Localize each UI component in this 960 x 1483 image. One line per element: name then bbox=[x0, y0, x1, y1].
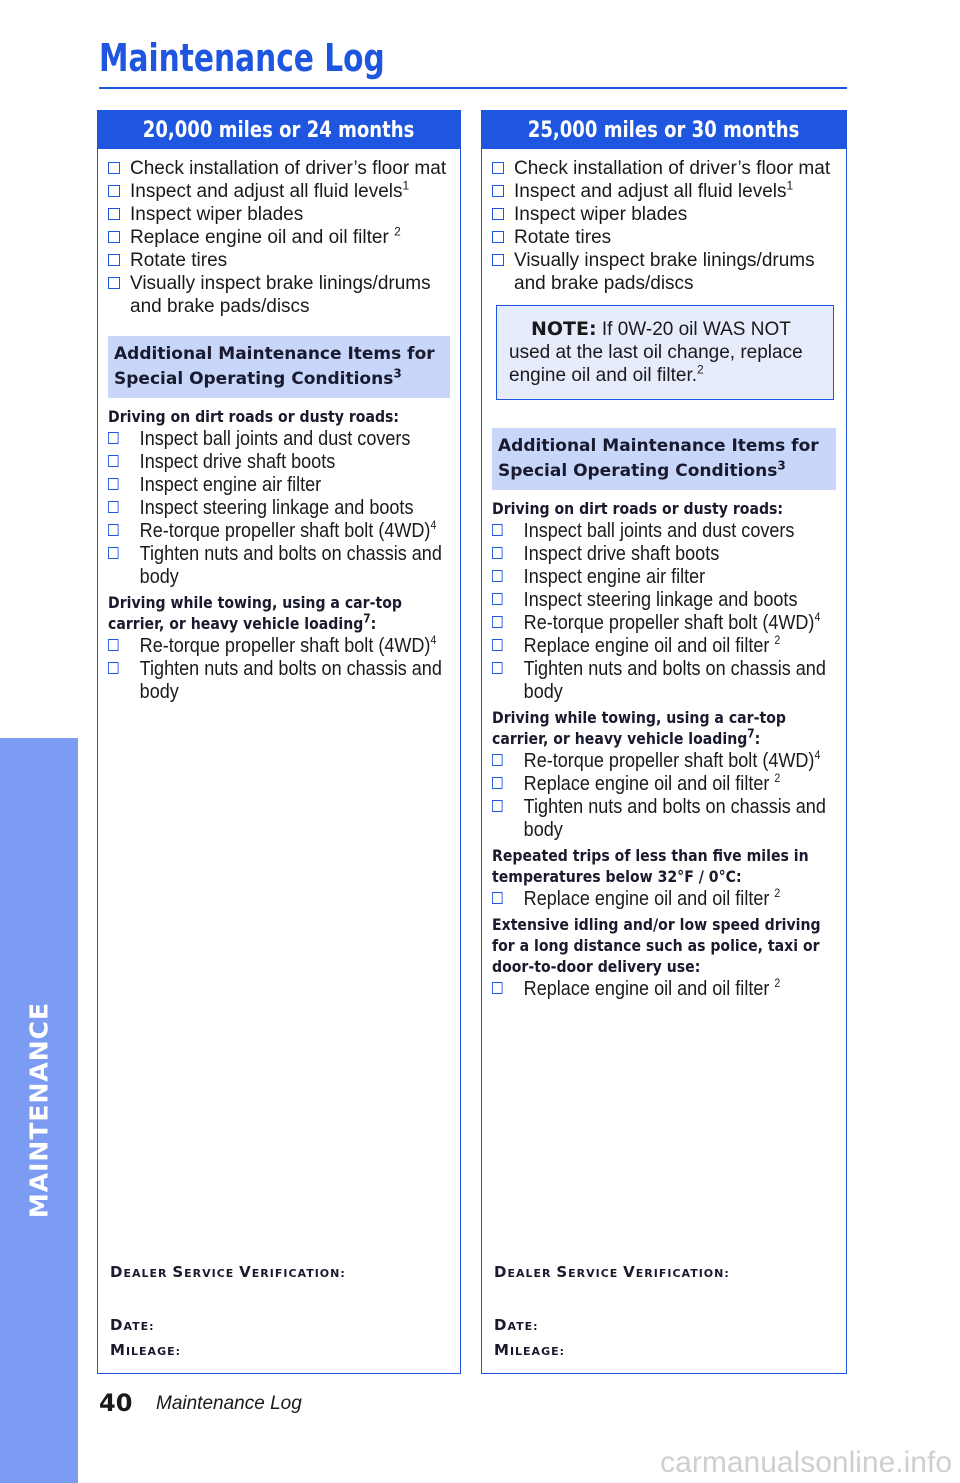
checkbox[interactable] bbox=[108, 662, 119, 674]
condition-title: Repeated trips of less than five miles in temperatures below 32°F / 0°C: bbox=[492, 846, 809, 886]
checklist-item-label: Inspect wiper blades bbox=[514, 204, 688, 225]
checklist-item-label: Visually inspect brake linings/drums and brake pads/discs bbox=[130, 273, 431, 317]
checklist-item bbox=[492, 542, 836, 565]
checklist-item-label: Re-torque propeller shaft bolt (4WD) bbox=[139, 519, 431, 542]
checklist bbox=[492, 157, 836, 295]
note-text: If 0W-20 oil WAS NOT used at the last oil change, replace engine oil and oil filter. bbox=[509, 319, 803, 386]
checkbox[interactable] bbox=[492, 524, 503, 536]
checkbox[interactable] bbox=[492, 254, 504, 266]
checkbox[interactable] bbox=[492, 800, 503, 812]
checklist-item bbox=[492, 519, 836, 542]
checklist-item bbox=[108, 180, 450, 203]
footnote-ref: 2 bbox=[774, 771, 781, 786]
interval-header: 20,000 miles or 24 months bbox=[98, 111, 460, 149]
condition-group bbox=[492, 498, 836, 703]
checklist-item bbox=[492, 226, 836, 249]
condition-group bbox=[108, 592, 450, 703]
checklist-item-label: Re-torque propeller shaft bolt (4WD) bbox=[523, 611, 815, 634]
checkbox[interactable] bbox=[108, 547, 119, 559]
additional-items-heading: Additional Maintenance Items for Special Operating Conditions$^3$ bbox=[108, 336, 450, 398]
footnote-ref: 4 bbox=[814, 610, 821, 625]
condition-group bbox=[492, 845, 836, 910]
checklist-item bbox=[108, 542, 450, 588]
watermark: carmanualsonline.info bbox=[660, 1446, 952, 1479]
condition-title: Driving while towing, using a car-top carrier, or heavy vehicle loading$^7$: bbox=[492, 708, 786, 748]
checkbox[interactable] bbox=[108, 432, 119, 444]
checkbox[interactable] bbox=[108, 277, 120, 289]
mileage-label: MILEAGE: bbox=[494, 1341, 566, 1359]
footer-title: Maintenance Log bbox=[156, 1393, 302, 1414]
condition-title: Driving on dirt roads or dusty roads: bbox=[108, 407, 400, 426]
interval-content bbox=[482, 149, 846, 1000]
date-label: DATE: bbox=[494, 1316, 539, 1334]
checkbox[interactable] bbox=[492, 616, 503, 628]
side-section-tab-label: MAINTENANCE bbox=[24, 1001, 54, 1219]
interval-column-20000 bbox=[97, 110, 461, 1374]
checkbox[interactable] bbox=[492, 547, 503, 559]
checklist-item bbox=[492, 657, 836, 703]
checklist-item bbox=[108, 450, 450, 473]
checklist-item-label: Re-torque propeller shaft bolt (4WD) bbox=[523, 749, 815, 772]
page-number: 40 bbox=[99, 1389, 133, 1417]
checklist-item bbox=[108, 473, 450, 496]
condition-title: Driving while towing, using a car-top carrier, or heavy vehicle loading$^7$: bbox=[108, 593, 402, 633]
checkbox[interactable] bbox=[108, 185, 120, 197]
checkbox[interactable] bbox=[108, 455, 119, 467]
checklist-item bbox=[108, 657, 450, 703]
checklist-item bbox=[492, 565, 836, 588]
condition-title: Extensive idling and/or low speed driving for a long distance such as police, taxi or door-to-door delivery use: bbox=[492, 915, 821, 976]
checkbox[interactable] bbox=[108, 639, 119, 651]
checklist-item-label: Visually inspect brake linings/drums and brake pads/discs bbox=[514, 250, 815, 294]
dealer-verification-label: DEALER SERVICE VERIFICATION: bbox=[110, 1263, 346, 1281]
checklist-item bbox=[108, 496, 450, 519]
checklist-item-label: Inspect ball joints and dust covers bbox=[523, 519, 795, 542]
checklist-item bbox=[108, 249, 450, 272]
checklist-item bbox=[492, 157, 836, 180]
checklist-item bbox=[108, 272, 450, 318]
checklist-item bbox=[492, 249, 836, 295]
checklist-item-label: Inspect steering linkage and boots bbox=[523, 588, 798, 611]
checklist-item-label: Inspect engine air filter bbox=[139, 473, 322, 496]
footnote-ref: 2 bbox=[774, 633, 781, 648]
checklist-item bbox=[108, 634, 450, 657]
checkbox[interactable] bbox=[108, 254, 120, 266]
page-title: Maintenance Log bbox=[99, 36, 385, 80]
checklist-item bbox=[108, 157, 450, 180]
checklist-item-label: Rotate tires bbox=[130, 250, 228, 271]
checklist-item-label: Check installation of driver’s floor mat bbox=[130, 158, 447, 179]
checklist-item-label: Inspect drive shaft boots bbox=[139, 450, 336, 473]
additional-items-heading: Additional Maintenance Items for Special Operating Conditions$^3$ bbox=[492, 428, 836, 490]
checklist bbox=[108, 157, 450, 318]
condition-title: Driving on dirt roads or dusty roads: bbox=[492, 499, 784, 518]
checkbox[interactable] bbox=[492, 593, 503, 605]
checkbox[interactable] bbox=[492, 754, 503, 766]
footnote-ref: 1 bbox=[786, 178, 794, 193]
checklist-item-label: Replace engine oil and oil filter bbox=[523, 887, 775, 910]
condition-group bbox=[492, 707, 836, 841]
checklist-item-label: Tighten nuts and bolts on chassis and body bbox=[523, 657, 826, 703]
checklist-item-label: Replace engine oil and oil filter bbox=[523, 977, 775, 1000]
footnote-ref: 4 bbox=[430, 518, 437, 533]
checklist-item-label: Inspect wiper blades bbox=[130, 204, 304, 225]
checklist-item bbox=[492, 749, 836, 772]
condition-group bbox=[492, 914, 836, 1000]
checklist-item-label: Check installation of driver’s floor mat bbox=[514, 158, 831, 179]
checklist-item bbox=[108, 203, 450, 226]
checkbox[interactable] bbox=[108, 231, 120, 243]
checkbox[interactable] bbox=[492, 208, 504, 220]
checkbox[interactable] bbox=[492, 185, 504, 197]
checklist-item bbox=[492, 795, 836, 841]
date-label: DATE: bbox=[110, 1316, 155, 1334]
checklist-item bbox=[492, 203, 836, 226]
checklist-item bbox=[108, 427, 450, 450]
footnote-ref: 4 bbox=[430, 633, 437, 648]
checkbox[interactable] bbox=[492, 231, 504, 243]
interval-header: 25,000 miles or 30 months bbox=[482, 111, 846, 149]
note-box: NOTE: If 0W-20 oil WAS NOT used at the last oil change, replace engine oil and oil filter.$^2$ bbox=[496, 305, 834, 400]
dealer-verification-label: DEALER SERVICE VERIFICATION: bbox=[494, 1263, 730, 1281]
checklist-item-label: Re-torque propeller shaft bolt (4WD) bbox=[139, 634, 431, 657]
checklist-item bbox=[492, 772, 836, 795]
checklist-item bbox=[492, 180, 836, 203]
special-conditions bbox=[492, 498, 836, 1000]
title-divider bbox=[99, 87, 847, 89]
footnote-ref: 2 bbox=[774, 976, 781, 991]
checklist-item bbox=[492, 634, 836, 657]
checklist-item-label: Inspect drive shaft boots bbox=[523, 542, 720, 565]
checklist-item-label: Inspect and adjust all fluid levels bbox=[130, 181, 403, 202]
checklist-item bbox=[492, 611, 836, 634]
checklist-item-label: Replace engine oil and oil filter bbox=[130, 227, 395, 248]
checklist-item bbox=[492, 887, 836, 910]
checklist-item-label: Rotate tires bbox=[514, 227, 612, 248]
checklist-item bbox=[108, 226, 450, 249]
checkbox[interactable] bbox=[492, 777, 503, 789]
interval-column-25000 bbox=[481, 110, 847, 1374]
checkbox[interactable] bbox=[492, 570, 503, 582]
footnote-ref: 2 bbox=[774, 886, 781, 901]
checklist-item bbox=[492, 588, 836, 611]
checkbox[interactable] bbox=[492, 662, 503, 674]
checkbox[interactable] bbox=[492, 892, 503, 904]
checklist-item-label: Tighten nuts and bolts on chassis and body bbox=[139, 542, 442, 588]
checklist-item-label: Replace engine oil and oil filter bbox=[523, 772, 775, 795]
checkbox[interactable] bbox=[108, 208, 120, 220]
interval-content bbox=[98, 149, 460, 703]
checkbox[interactable] bbox=[492, 639, 503, 651]
checkbox[interactable] bbox=[108, 524, 119, 536]
footnote-ref: 4 bbox=[814, 748, 821, 763]
footnote-ref: 1 bbox=[402, 178, 410, 193]
special-conditions bbox=[108, 406, 450, 703]
mileage-label: MILEAGE: bbox=[110, 1341, 182, 1359]
checkbox[interactable] bbox=[108, 501, 119, 513]
condition-group bbox=[108, 406, 450, 588]
note-label: NOTE: bbox=[531, 318, 597, 340]
checklist-item-label: Tighten nuts and bolts on chassis and body bbox=[523, 795, 826, 841]
footnote-ref: 2 bbox=[394, 224, 401, 239]
checklist-item bbox=[492, 977, 836, 1000]
checkbox[interactable] bbox=[492, 162, 504, 174]
checklist-item bbox=[108, 519, 450, 542]
checkbox[interactable] bbox=[108, 162, 120, 174]
checkbox[interactable] bbox=[108, 478, 119, 490]
checklist-item-label: Inspect ball joints and dust covers bbox=[139, 427, 411, 450]
checklist-item-label: Inspect engine air filter bbox=[523, 565, 706, 588]
checklist-item-label: Inspect and adjust all fluid levels bbox=[514, 181, 787, 202]
checklist-item-label: Replace engine oil and oil filter bbox=[523, 634, 775, 657]
checkbox[interactable] bbox=[492, 982, 503, 994]
checklist-item-label: Inspect steering linkage and boots bbox=[139, 496, 414, 519]
checklist-item-label: Tighten nuts and bolts on chassis and body bbox=[139, 657, 442, 703]
